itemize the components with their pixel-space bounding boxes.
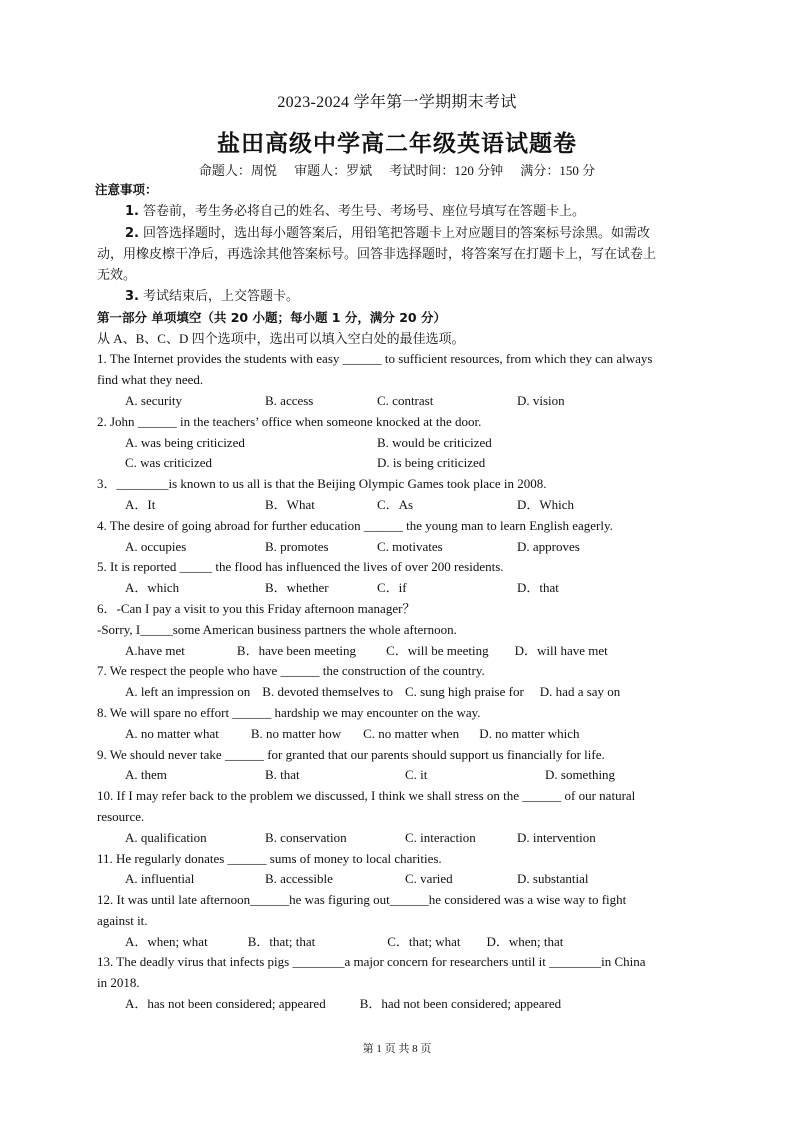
option: B. would be criticized (377, 434, 492, 450)
question-options (97, 724, 697, 745)
question-stem: find what they need. (97, 372, 204, 388)
notice-item-cont: 无效。 (97, 267, 137, 283)
page-number: 第 1 页 共 8 页 (362, 1043, 432, 1055)
option: C．that; what (387, 933, 461, 949)
option: A．It (125, 496, 156, 512)
question-options (97, 932, 697, 953)
option: B. no matter how (250, 725, 342, 741)
full-score: 满分：150 分 (520, 163, 596, 178)
question-stem: 5. It is reported _____ the flood has influenced the lives of over 200 residents. (97, 559, 504, 575)
question-stem: 4. The desire of going abroad for further education ______ the young man to learn English eagerly. (97, 517, 613, 533)
option: D．when; that (486, 933, 564, 949)
option: C．will be meeting (386, 642, 489, 658)
option: B. promotes (265, 538, 329, 554)
option: B. that (265, 767, 300, 783)
option: A. influential (125, 871, 195, 887)
option: D．that (517, 580, 559, 596)
question-options (97, 453, 697, 474)
option: D. intervention (517, 829, 596, 845)
option: D. approves (517, 538, 580, 554)
option: A．which (125, 580, 180, 596)
option: A．has not been considered; appeared (125, 996, 326, 1012)
question-stem: 13. The deadly virus that infects pigs ________a major concern for researchers until it ________in China (97, 954, 646, 970)
question-options (97, 682, 697, 703)
question-options (97, 495, 697, 516)
option: C．if (377, 580, 407, 596)
question-stem: -Sorry, I_____some American business partners the whole afternoon. (97, 621, 457, 637)
option: B. access (265, 392, 314, 408)
setter: 命题人：周悦 (198, 163, 277, 178)
option: B．What (265, 496, 315, 512)
question-options (97, 765, 697, 786)
question-options (97, 537, 697, 558)
question-options (97, 828, 697, 849)
option: A. security (125, 392, 183, 408)
option: C. no matter when (363, 725, 460, 741)
option: B. conservation (265, 829, 347, 845)
question-stem: 2. John ______ in the teachers’ office when someone knocked at the door. (97, 413, 482, 429)
part1-heading: 第一部分 单项填空（共 20 小题；每小题 1 分，满分 20 分） (97, 309, 446, 325)
question-stem: 7. We respect the people who have ______ the construction of the country. (97, 663, 485, 679)
option: B．had not been considered; appeared (359, 996, 562, 1012)
reviewer: 审题人：罗斌 (294, 163, 373, 178)
option: D. no matter which (479, 725, 580, 741)
option: A.have met (125, 642, 185, 658)
option: C. motivates (377, 538, 443, 554)
question-stem: 9. We should never take ______ for granted that our parents should support us financially for life. (97, 746, 605, 762)
option: D．will have met (514, 642, 608, 658)
option: B．have been meeting (236, 642, 357, 658)
option: C．As (377, 496, 414, 512)
option: A. was being criticized (125, 434, 245, 450)
option: D. had a say on (539, 684, 621, 700)
question-options (97, 641, 697, 662)
option: B．whether (265, 580, 329, 596)
question-stem: 1. The Internet provides the students with easy ______ to sufficient resources, from which they can always (97, 351, 653, 367)
question-stem: in 2018. (97, 975, 140, 991)
question-stem: 10. If I may refer back to the problem we discussed, I think we shall stress on the ______ of our natural (97, 788, 636, 804)
option: C. interaction (405, 829, 476, 845)
option: D．Which (517, 496, 575, 512)
question-stem: 12. It was until late afternoon______he was figuring out______he considered was a wise way to fight (97, 892, 627, 908)
option: C. sung high praise for (405, 684, 524, 700)
option: D. is being criticized (377, 455, 486, 471)
option: B. accessible (265, 871, 333, 887)
notice-item: 1. 答卷前，考生务必将自己的姓名、考生号、考场号、座位号填写在答题卡上。 (125, 202, 585, 219)
option: A. them (125, 767, 167, 783)
exam-meta (97, 162, 697, 180)
question-options (97, 578, 697, 599)
exam-title: 盐田高级中学高二年级英语试题卷 (217, 131, 577, 157)
question-options (97, 869, 697, 890)
option: B. devoted themselves to (262, 684, 393, 700)
question-stem: 11. He regularly donates ______ sums of money to local charities. (97, 850, 442, 866)
part1-instruction: 从 A、B、C、D 四个选项中，选出可以填入空白处的最佳选项。 (97, 330, 465, 346)
question-options (97, 994, 697, 1015)
question-options (97, 391, 697, 412)
exam-page (97, 92, 697, 1015)
exam-time: 考试时间：120 分钟 (389, 163, 504, 178)
option: A．when; what (125, 933, 208, 949)
option: D. something (545, 767, 616, 783)
question-stem: 3．________is known to us all is that the Beijing Olympic Games took place in 2008. (97, 476, 547, 492)
question-stem: 6．-Can I pay a visit to you this Friday afternoon manager？ (97, 600, 416, 616)
option: C. was criticized (125, 455, 212, 471)
question-stem: against it. (97, 912, 148, 928)
option: D. substantial (517, 871, 589, 887)
option: D. vision (517, 392, 565, 408)
notice-item: 3. 考试结束后，上交答题卡。 (125, 287, 299, 304)
option: B．that; that (247, 933, 316, 949)
notice-item: 2. 回答选择题时，选出每小题答案后，用铅笔把答题卡上对应题目的答案标号涂黑。如需改 (125, 224, 650, 241)
option: A. qualification (125, 829, 207, 845)
option: A. no matter what (125, 725, 219, 741)
exam-subtitle: 2023-2024 学年第一学期期末考试 (277, 94, 517, 111)
question-stem: 8. We will spare no effort ______ hardship we may encounter on the way. (97, 704, 481, 720)
option: C. varied (405, 871, 453, 887)
notice-heading: 注意事项： (95, 182, 158, 197)
option: C. contrast (377, 392, 434, 408)
question-options (97, 433, 697, 454)
question-stem: resource. (97, 808, 145, 824)
option: A. left an impression on (125, 684, 251, 700)
option: C. it (405, 767, 428, 783)
option: A. occupies (125, 538, 187, 554)
notice-item-cont: 动，用橡皮檫干净后，再选涂其他答案标号。回答非选择题时，将答案写在打题卡上，写在试卷上 (97, 246, 657, 262)
